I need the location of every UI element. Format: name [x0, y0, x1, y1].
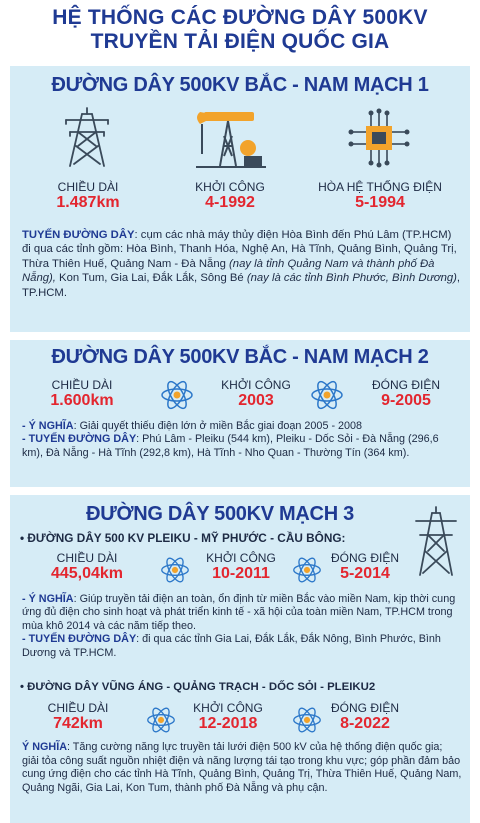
stat-start: [180, 701, 276, 733]
stat-label: ĐÓNG ĐIỆN: [330, 701, 399, 715]
oil-pump-icon: [190, 106, 270, 170]
meaning-label: - Ý NGHĨA: [22, 420, 74, 432]
circuit-chip-icon: [344, 108, 414, 168]
stat-label: KHỞI CÔNG: [221, 378, 291, 392]
meaning-text: : Giải quyết thiếu điện lớn ở miền Bắc giai đoạn 2005 - 2008: [73, 420, 363, 432]
stat-label: HÒA HỆ THỐNG ĐIỆN: [318, 180, 442, 194]
stat-value: 742km: [53, 715, 103, 732]
atom-icon: [310, 378, 344, 412]
meaning-text: : Giúp truyền tải điện an toàn, ổn định từ miền Bắc vào miền Nam, kịp thời cung ứng đủ điện cho sinh hoạt và phát triển kinh tế - xã hội của toàn miền Nam, TP.HCM trong mùa khô 2014 và các năm tiếp theo.: [22, 593, 456, 632]
line-a-details: [22, 593, 462, 660]
stat-length: [38, 701, 118, 733]
stat-value: 10-2011: [212, 565, 270, 582]
atom-icon: [146, 705, 176, 735]
section-3-title: ĐƯỜNG DÂY 500KV MẠCH 3: [86, 503, 354, 525]
line-b-heading: • ĐƯỜNG DÂY VŨNG ÁNG - QUẢNG TRẠCH - DỐC SỎI - PLEIKU2: [20, 681, 376, 693]
page-title-line-2: TRUYỀN TẢI ĐIỆN QUỐC GIA: [90, 30, 390, 53]
stat-value: 8-2022: [340, 715, 390, 732]
line-b-details: [22, 741, 462, 795]
stat-start: [178, 180, 282, 212]
line-a-heading: • ĐƯỜNG DÂY 500 KV PLEIKU - MỸ PHƯỚC - CẦU BÔNG:: [20, 531, 346, 545]
stat-length: [32, 378, 132, 410]
route-note: (nay là tỉnh Quảng Nam và thành phố Đà Nẵng),: [22, 257, 435, 285]
section-1-route: [22, 228, 462, 300]
stat-label: KHỞI CÔNG: [195, 180, 265, 194]
stat-label: CHIỀU DÀI: [56, 551, 118, 565]
stat-value: 5-1994: [355, 194, 405, 211]
stat-energized: [322, 701, 408, 733]
stat-value: 4-1992: [205, 194, 255, 211]
stat-length: [40, 551, 134, 583]
stat-label: KHỞI CÔNG: [206, 551, 276, 565]
stat-start: [196, 551, 286, 583]
stat-label: KHỞI CÔNG: [193, 701, 263, 715]
atom-icon: [292, 555, 322, 585]
atom-icon: [160, 378, 194, 412]
stat-energized: [322, 551, 408, 583]
stat-value: 445,04km: [50, 565, 124, 582]
stat-value: 2003: [238, 392, 274, 409]
stat-start: [206, 378, 306, 410]
section-1-title: ĐƯỜNG DÂY 500KV BẮC - NAM MẠCH 1: [51, 74, 429, 96]
meaning-text: : Tăng cường năng lực truyền tải lưới điện 500 kV của hệ thống điện quốc gia; giải tỏa công suất nguồn nhiệt điện và năng lượng tái tạo trong khu vực; góp phần đảm bảo cung ứng điện cho các tỉnh Hà Tĩnh, Quảng Bình, Quảng Trị, Thừa Thiên Huế, Quảng Nam, Quảng Ngãi, Gia Lai, Kon Tum, thành phố Đà Nẵng và phụ cận.: [22, 741, 462, 794]
route-text: , TP.HCM.: [22, 272, 461, 299]
route-text: : đi qua các tỉnh Gia Lai, Đắk Lắk, Đắk Nông, Bình Phước, Bình Dương và TP.HCM.: [22, 633, 441, 659]
page-title: [0, 0, 480, 54]
transmission-tower-icon: [62, 106, 112, 168]
meaning-label: - Ý NGHĨA: [22, 593, 74, 605]
section-2-details: [22, 420, 462, 460]
section-circuit-1: [10, 66, 470, 332]
meaning-label: Ý NGHĨA: [22, 741, 67, 753]
route-text: Kon Tum, Gia Lai, Đắk Lắk, Sông Bé: [55, 272, 247, 285]
route-text: : cụm các nhà máy thủy điện Hòa Bình đến Phú Lâm (TP.HCM) đi qua các tỉnh gồm: Hòa Bình, Thanh Hóa, Nghệ An, Hà Tĩnh, Quảng Bình, Quảng Trị, Thừa Thiên Huế, Quảng Nam - Đà Nẵng: [22, 229, 457, 270]
stat-value: 9-2005: [381, 392, 431, 409]
stat-value: 5-2014: [340, 565, 390, 582]
stat-connected: [300, 180, 460, 212]
atom-icon: [292, 705, 322, 735]
stat-label: CHIỀU DÀI: [57, 180, 119, 194]
route-label: - TUYẾN ĐƯỜNG DÂY: [22, 633, 137, 646]
stat-value: 1.600km: [50, 392, 114, 409]
stat-length: [30, 180, 146, 212]
stat-energized: [356, 378, 456, 410]
route-label: - TUYẾN ĐƯỜNG DÂY: [22, 433, 137, 446]
stat-value: 12-2018: [198, 715, 258, 732]
atom-icon: [160, 555, 190, 585]
route-text: : Phú Lâm - Pleiku (544 km), Pleiku - Dốc Sỏi - Đà Nẵng (296,6 km), Đà Nẵng - Hà Tĩnh (292,8 km), Hà Tĩnh - Nho Quan - Thường Tín (364 km).: [22, 433, 439, 459]
section-2-title: ĐƯỜNG DÂY 500KV BẮC - NAM MẠCH 2: [51, 346, 429, 368]
route-note: (nay là các tỉnh Bình Phước, Bình Dương): [246, 272, 457, 285]
route-label: TUYẾN ĐƯỜNG DÂY: [22, 229, 135, 241]
section-circuit-3: [10, 495, 470, 823]
transmission-tower-icon: [414, 505, 458, 577]
section-circuit-2: [10, 340, 470, 487]
page-title-line-1: HỆ THỐNG CÁC ĐƯỜNG DÂY 500KV: [52, 6, 428, 29]
stat-label: ĐÓNG ĐIỆN: [371, 378, 440, 392]
stat-label: CHIỀU DÀI: [51, 378, 113, 392]
stat-value: 1.487km: [56, 194, 120, 211]
stat-label: ĐÓNG ĐIỆN: [330, 551, 399, 565]
stat-label: CHIỀU DÀI: [47, 701, 109, 715]
